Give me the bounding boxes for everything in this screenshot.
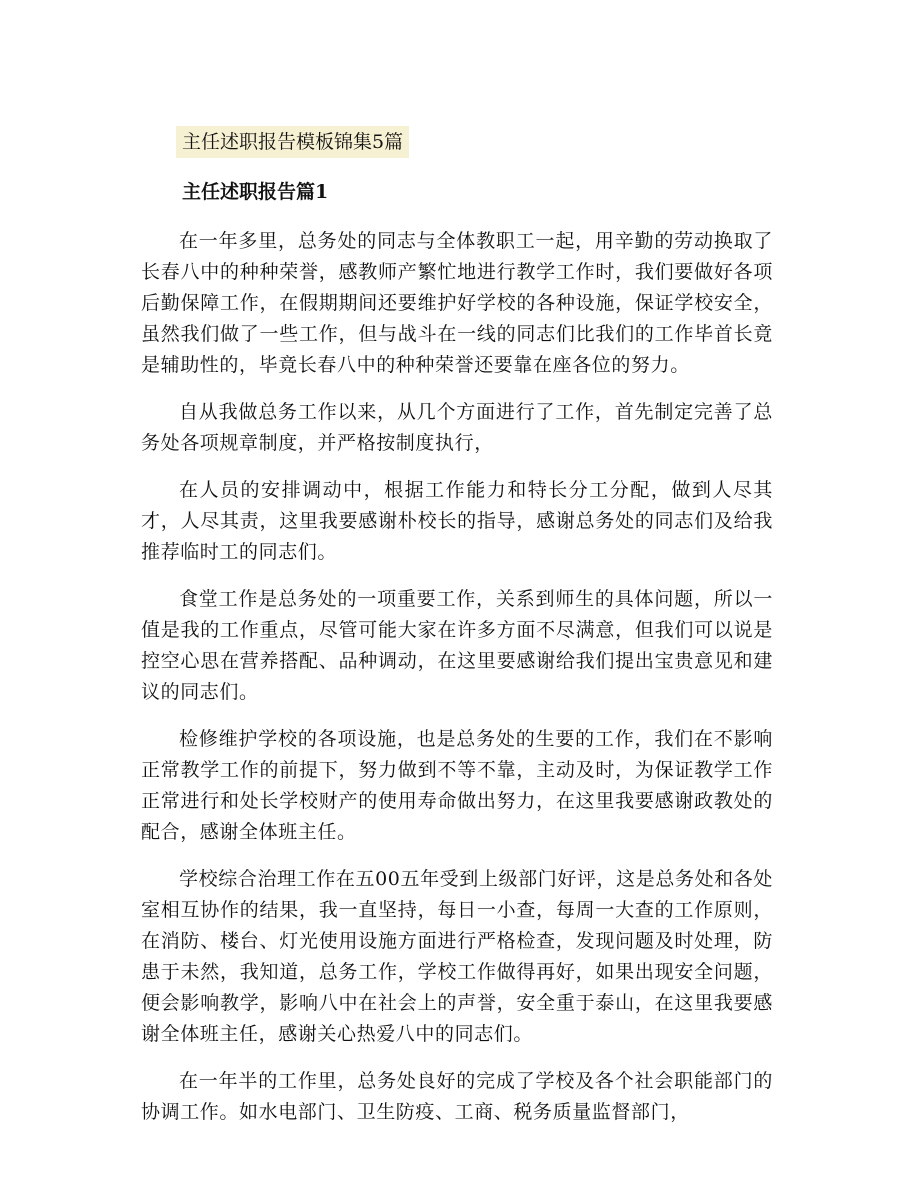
document-body [141,226,773,1144]
paragraph: 在一年半的工作里，总务处良好的完成了学校及各个社会职能部门的协调工作。如水电部门、卫生防疫、工商、税务质量监督部门， [141,1070,773,1123]
paragraph: 在一年多里，总务处的同志与全体教职工一起，用辛勤的劳动换取了长春八中的种种荣誉，感教师产繁忙地进行教学工作时，我们要做好各项后勤保障工作，在假期期间还要维护好学校的各种设施，保证学校安全，虽然我们做了一些工作，但与战斗在一线的同志们比我们的工作毕首长竟是辅助性的，毕竟长春八中的种种荣誉还要靠在座各位的努力。 [141,230,773,376]
paragraph: 学校综合治理工作在五00五年受到上级部门好评，这是总务处和各处室相互协作的结果，我一直坚持，每日一小查，每周一大查的工作原则，在消防、楼台、灯光使用设施方面进行严格检查，发现问题及时处理，防患于未然，我知道，总务工作，学校工作做得再好，如果出现安全问题，便会影响教学，影响八中在社会上的声誉，安全重于泰山，在这里我要感谢全体班主任，感谢关心热爱八中的同志们。 [141,868,773,1045]
section-heading: 主任述职报告篇1 [182,181,329,203]
document-title: 主任述职报告模板锦集5篇 [176,126,409,158]
paragraph: 自从我做总务工作以来，从几个方面进行了工作，首先制定完善了总务处各项规章制度，并严格按制度执行， [141,401,773,454]
paragraph: 食堂工作是总务处的一项重要工作，关系到师生的具体问题，所以一值是我的工作重点，尽管可能大家在许多方面不尽满意，但我们可以说是控空心思在营养搭配、品种调动，在这里要感谢给我们提出宝贵意见和建议的同志们。 [141,588,773,703]
paragraph: 在人员的安排调动中，根据工作能力和特长分工分配，做到人尽其才，人尽其责，这里我要感谢朴校长的指导，感谢总务处的同志们及给我推荐临时工的同志们。 [141,479,773,563]
paragraph: 检修维护学校的各项设施，也是总务处的生要的工作，我们在不影响正常教学工作的前提下，努力做到不等不靠，主动及时，为保证教学工作正常进行和处长学校财产的使用寿命做出努力，在这里我要感谢政教处的配合，感谢全体班主任。 [141,728,773,843]
